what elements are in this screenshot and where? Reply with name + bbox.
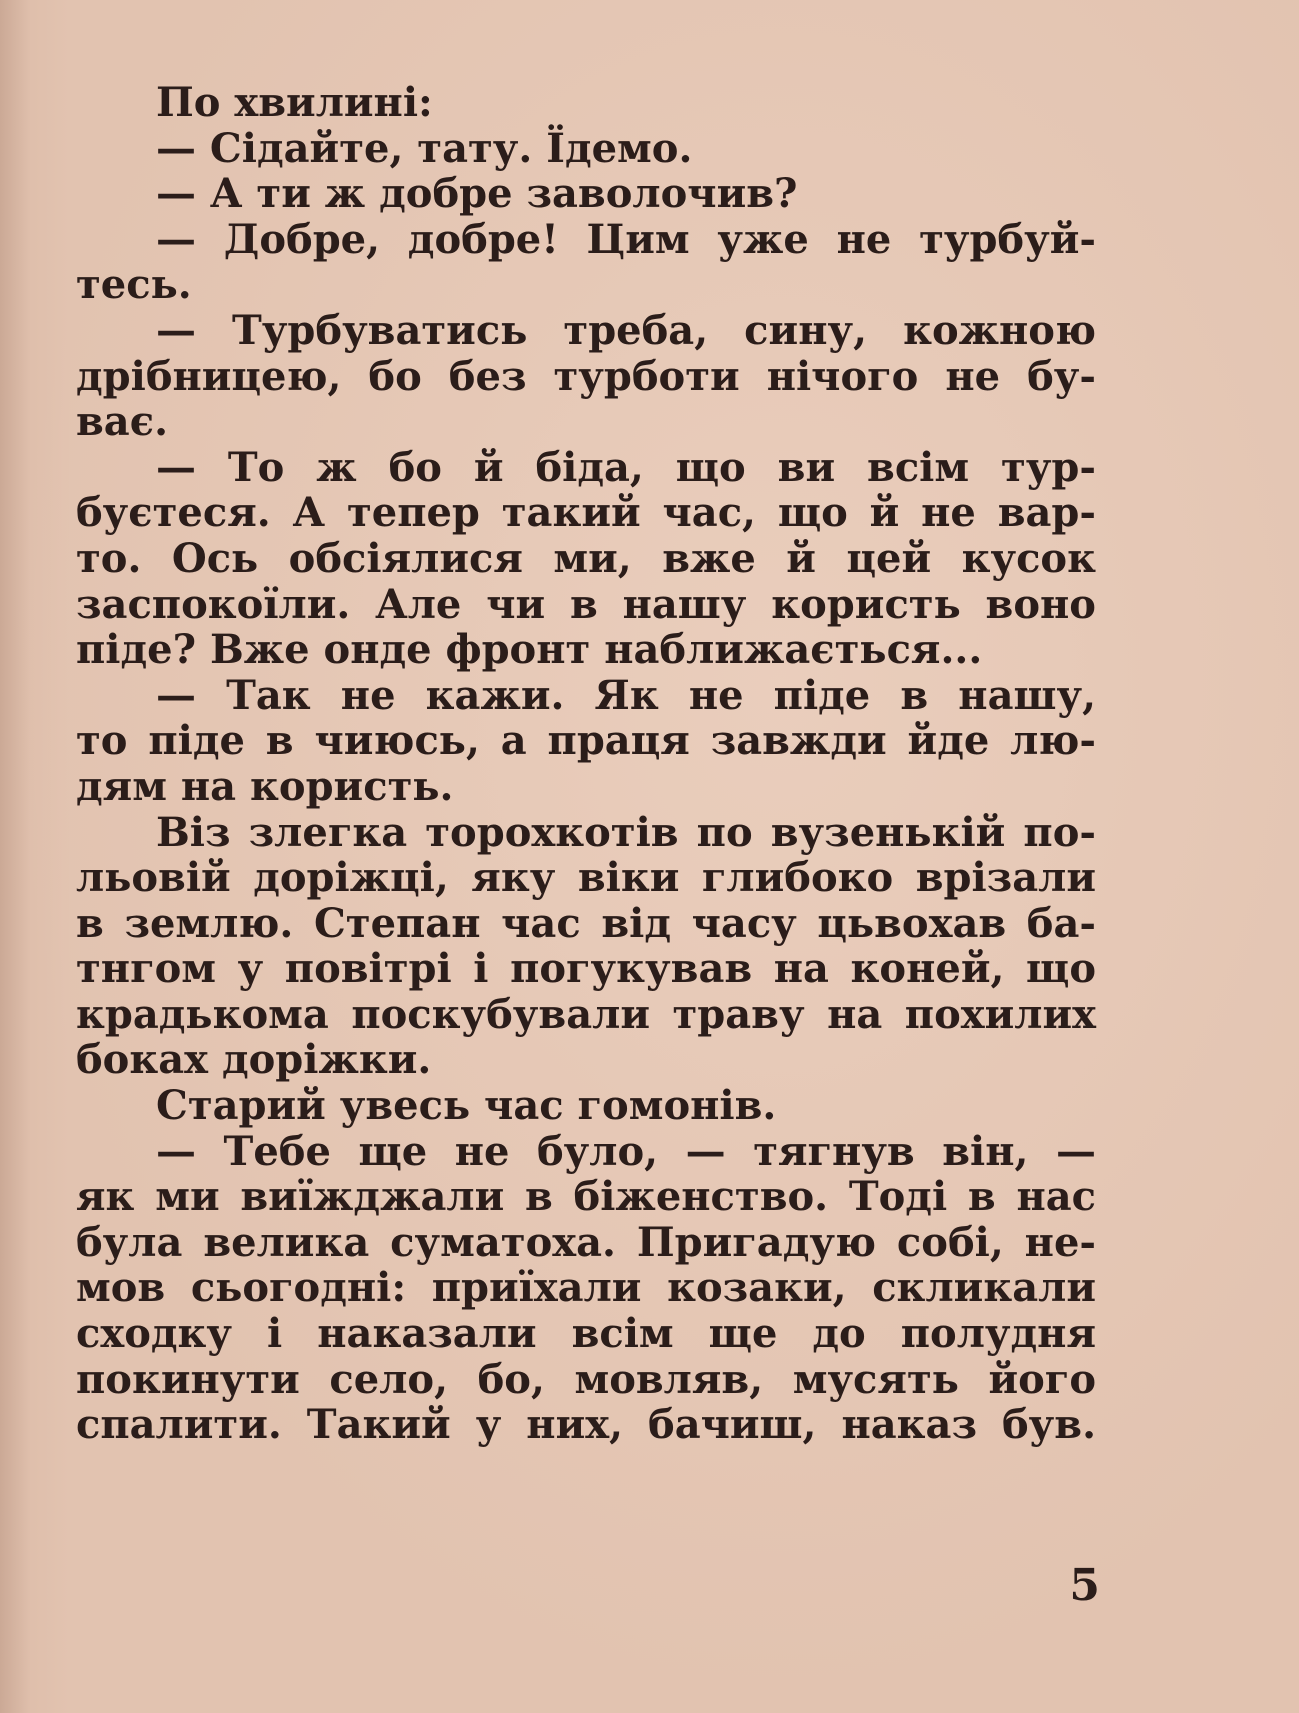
- text-line: — Так не кажи. Як не піде в нашу,: [156, 671, 1096, 719]
- text-line: — Добре, добре! Цим уже не турбуй-: [156, 215, 1096, 263]
- text-line: ває.: [76, 398, 168, 446]
- text-line: дям на користь.: [76, 762, 454, 810]
- text-line: — Сідайте, тату. Їдемо.: [156, 124, 693, 172]
- body-text: [76, 80, 1096, 1448]
- text-line: то піде в чиюсь, а праця завжди йде лю-: [76, 717, 1096, 765]
- text-line: — Тебе ще не було, — тягнув він, —: [156, 1127, 1096, 1175]
- text-line: — А ти ж добре заволочив?: [156, 170, 798, 218]
- text-line: тесь.: [76, 261, 192, 309]
- page-number: 5: [1069, 1560, 1100, 1611]
- text-line: мов сьогодні: приїхали козаки, скликали: [76, 1264, 1096, 1312]
- text-line: По хвилині:: [156, 79, 433, 126]
- text-line: в землю. Степан час від часу цьвохав ба-: [76, 899, 1096, 947]
- text-line: — То ж бо й біда, що ви всім тур-: [156, 443, 1096, 491]
- text-line: буєтеся. А тепер такий час, що й не вар-: [76, 489, 1096, 537]
- text-line: спалити. Такий у них, бачиш, наказ був.: [76, 1401, 1096, 1449]
- text-line: — Турбуватись треба, сину, кожною: [156, 306, 1096, 354]
- text-line: сходку і наказали всім ще до полудня: [76, 1310, 1096, 1358]
- text-line: покинути село, бо, мовляв, мусять його: [76, 1355, 1096, 1403]
- text-line: тнгом у повітрі і погукував на коней, що: [76, 945, 1096, 993]
- text-line: дрібницею, бо без турботи нічого не бу-: [76, 352, 1096, 400]
- text-line: була велика суматоха. Пригадую собі, не-: [76, 1218, 1096, 1266]
- text-line: боках доріжки.: [76, 1036, 432, 1084]
- text-line: Віз злегка торохкотів по вузенькій по-: [156, 808, 1096, 856]
- text-line: заспокоїли. Але чи в нашу користь воно: [76, 580, 1096, 628]
- text-line: крадькома поскубували траву на похилих: [76, 990, 1096, 1038]
- text-line: як ми виїжджали в біженство. Тоді в нас: [76, 1173, 1096, 1221]
- text-line: то. Ось обсіялися ми, вже й цей кусок: [76, 534, 1096, 582]
- text-line: піде? Вже онде фронт наближається...: [76, 626, 983, 674]
- text-line: льовій доріжці, яку віки глибоко врізали: [76, 854, 1096, 902]
- text-line: Старий увесь час гомонів.: [156, 1082, 777, 1130]
